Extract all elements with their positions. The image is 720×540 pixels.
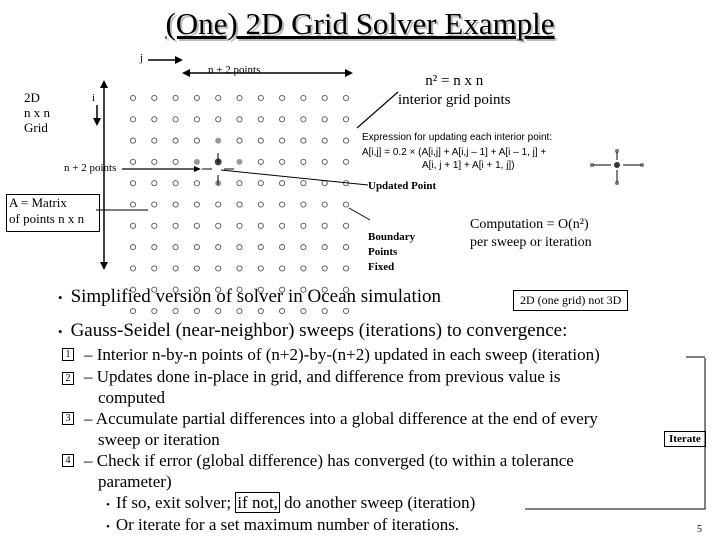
grid-point (258, 202, 263, 207)
bullet-text: Simplified version of solver in Ocean simulation (70, 286, 441, 307)
matrix-label-line: of points n x n (9, 211, 85, 226)
interior-label-line: interior grid points (398, 92, 511, 108)
grid-point (258, 117, 263, 122)
grid-point (343, 117, 348, 122)
grid-point (173, 117, 178, 122)
grid-point (301, 245, 306, 250)
grid-point (194, 308, 199, 313)
grid-point (301, 181, 306, 186)
grid-point (130, 308, 135, 313)
step-number-box: 4 (62, 454, 74, 467)
sub-bullet-marker: • (106, 499, 110, 511)
grid-point (130, 181, 135, 186)
interior-points-pointer (357, 92, 398, 128)
grid-point (301, 159, 306, 164)
grid-point (258, 266, 263, 271)
computation-label-line: per sweep or iteration (470, 235, 592, 250)
expression-heading: Expression for updating each interior point: (362, 132, 553, 143)
neighbor-grid-point (194, 159, 200, 165)
grid-point (280, 95, 285, 100)
step-line: – Updates done in-place in grid, and difference from previous value is (84, 367, 561, 386)
grid-point (237, 117, 242, 122)
boundary-label-line: Fixed (368, 261, 395, 273)
grid-point (194, 95, 199, 100)
stencil-arrows (202, 153, 234, 185)
grid-point (258, 138, 263, 143)
step-line: – Check if error (global difference) has converged (to within a tolerance (84, 451, 574, 470)
grid-point (301, 223, 306, 228)
grid-point (194, 181, 199, 186)
grid-point (280, 202, 285, 207)
step-line: – Accumulate partial differences into a global difference at the end of every (84, 409, 598, 428)
grid-point (258, 159, 263, 164)
up-arrowhead-icon (100, 80, 108, 88)
bullet-marker: • (58, 290, 63, 305)
grid-point (130, 245, 135, 250)
grid-point (152, 266, 157, 271)
grid-point (130, 117, 135, 122)
sub-bullet-item (106, 514, 459, 538)
grid-point (216, 245, 221, 250)
grid-point (258, 223, 263, 228)
grid-point (194, 266, 199, 271)
grid-point (258, 95, 263, 100)
grid-point (194, 117, 199, 122)
step-number-box: 3 (62, 412, 74, 425)
boundary-label (368, 230, 415, 275)
sub-bullet-text: do another sweep (iteration) (279, 493, 476, 512)
grid-point (152, 138, 157, 143)
grid-point (237, 266, 242, 271)
grid-point (152, 95, 157, 100)
grid-point (152, 202, 157, 207)
step-line-continued: parameter) (98, 472, 172, 491)
n-plus-2-left-label: n + 2 points (64, 162, 117, 174)
grid-point (216, 202, 221, 207)
grid-point (280, 266, 285, 271)
grid-point (343, 223, 348, 228)
sub-bullet-item (106, 492, 475, 516)
boundary-label-line: Points (368, 246, 398, 258)
grid-point (152, 181, 157, 186)
grid-point (152, 117, 157, 122)
grid-point (301, 202, 306, 207)
grid-point (322, 117, 327, 122)
grid-point (173, 308, 178, 313)
sub-bullet-text: Or iterate for a set maximum number of iterations. (115, 515, 460, 534)
grid-point (173, 181, 178, 186)
grid-point (343, 202, 348, 207)
grid-point (173, 202, 178, 207)
slide-title: (One) 2D Grid Solver Example (165, 6, 555, 41)
grid-points (130, 95, 348, 313)
expression-line: A[i,j] = 0.2 × (A[i,j] + A[i,j – 1] + A[i – 1, j] + (362, 147, 547, 158)
updated-point-pointer (221, 170, 368, 185)
grid-point (280, 223, 285, 228)
grid-point (322, 266, 327, 271)
grid-point (280, 245, 285, 250)
grid-point (130, 202, 135, 207)
boundary-pointer (349, 208, 370, 220)
matrix-label-line: A = Matrix (9, 195, 67, 210)
stencil-icon (590, 149, 644, 185)
grid-point (322, 95, 327, 100)
grid-point (322, 245, 327, 250)
grid-label-line: n x n (24, 105, 50, 120)
grid-point (322, 308, 327, 313)
boundary-label-line: Boundary (368, 231, 416, 243)
grid-point (173, 266, 178, 271)
grid-point (237, 308, 242, 313)
iterate-label: Iterate (664, 431, 706, 447)
if-not-box: if not, (237, 493, 278, 512)
grid-point (173, 223, 178, 228)
bullet-item (58, 286, 441, 309)
grid-point (173, 159, 178, 164)
step-number-box: 1 (62, 348, 74, 361)
j-label: j (140, 52, 144, 64)
grid-point (343, 159, 348, 164)
grid-point (130, 159, 135, 164)
sub-bullet-text: If so, exit solver; (115, 493, 236, 512)
step-number-box: 2 (62, 372, 74, 385)
left-arrowhead-icon (182, 69, 190, 77)
computation-label-line: Computation = O(n²) (470, 217, 589, 232)
expression-line: A[i, j + 1] + A[i + 1, j]) (422, 160, 515, 171)
grid-point (194, 245, 199, 250)
grid-point (237, 95, 242, 100)
bullet-text: Gauss-Seidel (near-neighbor) sweeps (iterations) to convergence: (70, 320, 568, 341)
updated-point-label: Updated Point (368, 180, 437, 192)
grid-point (216, 266, 221, 271)
grid-point (216, 95, 221, 100)
grid-point (280, 138, 285, 143)
i-label: i (92, 92, 96, 104)
grid-point (280, 308, 285, 313)
grid-point (152, 245, 157, 250)
grid-point (194, 138, 199, 143)
grid-point (280, 117, 285, 122)
grid-point (237, 181, 242, 186)
grid-point (280, 159, 285, 164)
grid-point (322, 223, 327, 228)
neighbor-grid-point (237, 159, 243, 165)
grid-point (152, 308, 157, 313)
down-arrowhead-icon (100, 262, 108, 270)
grid-point (258, 308, 263, 313)
grid-point (258, 181, 263, 186)
grid-point (343, 245, 348, 250)
grid-point (130, 223, 135, 228)
grid-point (301, 266, 306, 271)
grid-point (130, 95, 135, 100)
bullet-marker: • (58, 324, 63, 339)
computation-label (470, 216, 592, 252)
page-number: 5 (697, 524, 702, 535)
grid-point (343, 138, 348, 143)
neighbor-grid-point (215, 138, 221, 144)
interior-label-line: n² = n x n (425, 73, 484, 89)
grid-point (343, 95, 348, 100)
grid-point (237, 138, 242, 143)
grid-point (301, 95, 306, 100)
grid-point (237, 223, 242, 228)
grid-point (301, 138, 306, 143)
grid-label (24, 90, 50, 135)
grid-point (280, 181, 285, 186)
right-arrowhead-icon (345, 69, 353, 77)
grid-point (237, 202, 242, 207)
bullet-item (58, 320, 567, 343)
grid-point (173, 245, 178, 250)
i-arrowhead-icon (93, 118, 101, 126)
pointer-arrowhead-icon (194, 166, 201, 172)
grid-point (322, 202, 327, 207)
grid-point (322, 181, 327, 186)
grid-point (152, 159, 157, 164)
grid-point (301, 308, 306, 313)
j-arrowhead-icon (175, 56, 183, 64)
grid-point (237, 245, 242, 250)
grid-point (173, 95, 178, 100)
grid-point (130, 266, 135, 271)
interior-points-label (398, 72, 511, 110)
grid-point (343, 308, 348, 313)
grid-point (216, 117, 221, 122)
grid-point (322, 138, 327, 143)
grid-point (343, 266, 348, 271)
step-line-continued: computed (98, 388, 166, 407)
grid-point (322, 159, 327, 164)
n-plus-2-top-label: n + 2 points (208, 64, 261, 76)
grid-point (194, 202, 199, 207)
grid-label-line: 2D (24, 90, 40, 105)
matrix-label-box (6, 194, 100, 232)
note-2d-box: 2D (one grid) not 3D (513, 290, 628, 311)
grid-point (216, 308, 221, 313)
grid-label-line: Grid (24, 120, 48, 135)
grid-point (258, 245, 263, 250)
grid-point (130, 138, 135, 143)
grid-point (173, 138, 178, 143)
update-expression (362, 131, 552, 172)
grid-point (152, 223, 157, 228)
sub-bullet-marker: • (106, 521, 110, 533)
step-line-continued: sweep or iteration (98, 430, 220, 449)
grid-point (194, 223, 199, 228)
grid-point (301, 117, 306, 122)
step-line: – Interior n-by-n points of (n+2)-by-(n+2) updated in each sweep (iteration) (84, 345, 600, 364)
grid-point (216, 223, 221, 228)
